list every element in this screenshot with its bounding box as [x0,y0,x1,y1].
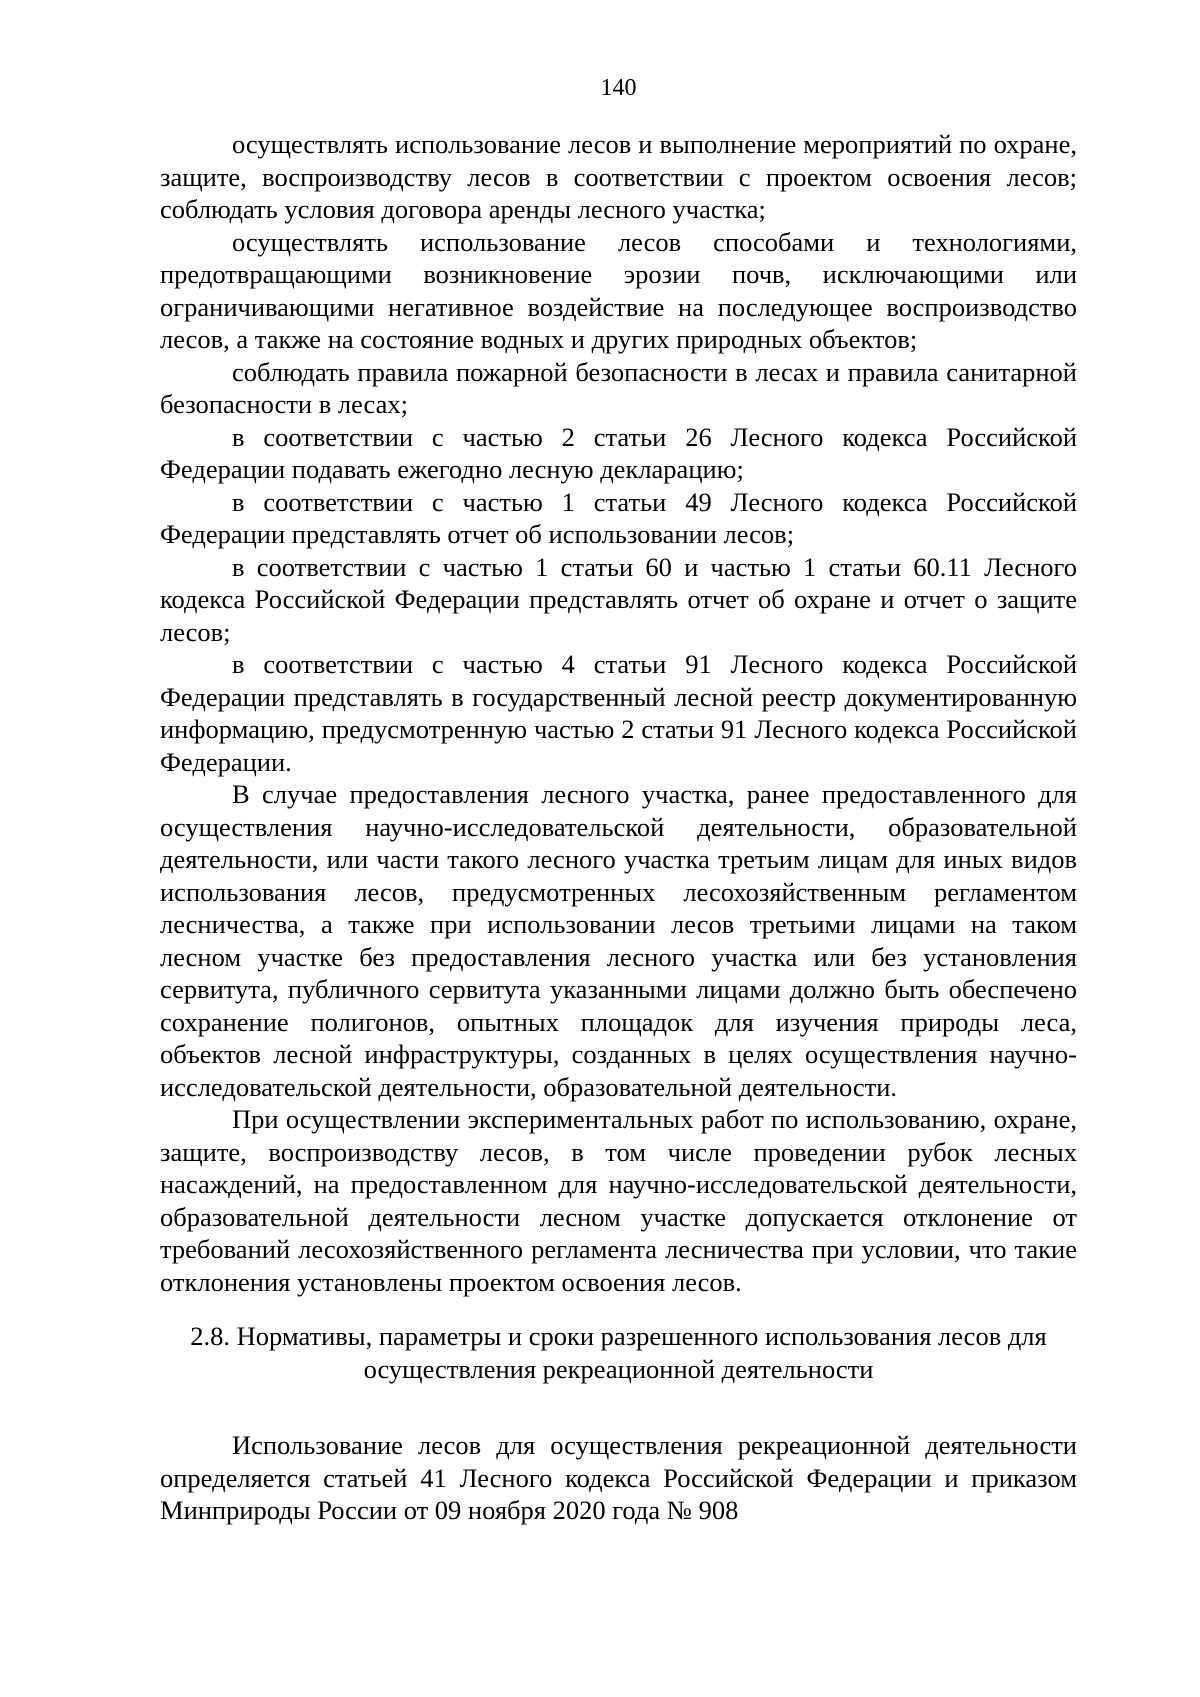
paragraph-6: в соответствии с частью 1 статьи 60 и частью 1 статьи 60.11 Лесного кодекса Российской Федерации представлять отчет об охране и отчет о защите лесов; [160,551,1077,647]
paragraph-5: в соответствии с частью 1 статьи 49 Лесного кодекса Российской Федерации представлять отчет об использовании лесов; [160,486,1077,549]
document-body [160,128,1077,1527]
page-number: 140 [600,75,637,101]
section-heading-line-1: 2.8. Нормативы, параметры и сроки разрешенного использования лесов для [190,1321,1047,1351]
paragraph-3: соблюдать правила пожарной безопасности в лесах и правила санитарной безопасности в лесах; [160,356,1077,419]
section-heading [160,1320,1077,1385]
section-heading-line-2: осуществления рекреационной деятельности [363,1353,874,1384]
paragraph-7: в соответствии с частью 4 статьи 91 Лесного кодекса Российской Федерации представлять в государственный лесной реестр документированную информацию, предусмотренную частью 2 статьи 91 Лесного кодекса Российской Федерации. [160,649,1077,777]
paragraph-after-heading: Использование лесов для осуществления рекреационной деятельности определяется статьей 41 Лесного кодекса Российской Федерации и приказом Минприроды России от 09 ноября 2020 года № 908 [160,1430,1077,1525]
paragraph-9: При осуществлении экспериментальных работ по использованию, охране, защите, воспроизводству лесов, в том числе проведении рубок лесных насаждений, на предоставленном для научно-исследовательской деятельности, образовательной деятельности лесном участке допускается отклонение от требований лесохозяйственного регламента лесничества при условии, что такие отклонения установлены проектом освоения лесов. [160,1104,1077,1297]
paragraph-8: В случае предоставления лесного участка, ранее предоставленного для осуществления научно-исследовательской деятельности, образовательной деятельности, или части такого лесного участка третьим лицам для иных видов использования лесов, предусмотренных лесохозяйственным регламентом лесничества, а также при использовании лесов третьими лицами на таком лесном участке без предоставления лесного участка или без установления сервитута, публичного сервитута указанными лицами должно быть обеспечено сохранение полигонов, опытных площадок для изучения природы леса, объектов лесной инфраструктуры, созданных в целях осуществления научно-исследовательской деятельности, образовательной деятельности. [160,779,1077,1102]
paragraph-1: осуществлять использование лесов и выполнение мероприятий по охране, защите, воспроизводству лесов в соответствии с проектом освоения лесов; соблюдать условия договора аренды лесного участка; [160,129,1077,224]
paragraph-2: осуществлять использование лесов способами и технологиями, предотвращающими возникновение эрозии почв, исключающими или ограничивающими негативное воздействие на последующее воспроизводство лесов, а также на состояние водных и других природных объектов; [160,226,1077,354]
paragraph-4: в соответствии с частью 2 статьи 26 Лесного кодекса Российской Федерации подавать ежегодно лесную декларацию; [160,421,1077,484]
